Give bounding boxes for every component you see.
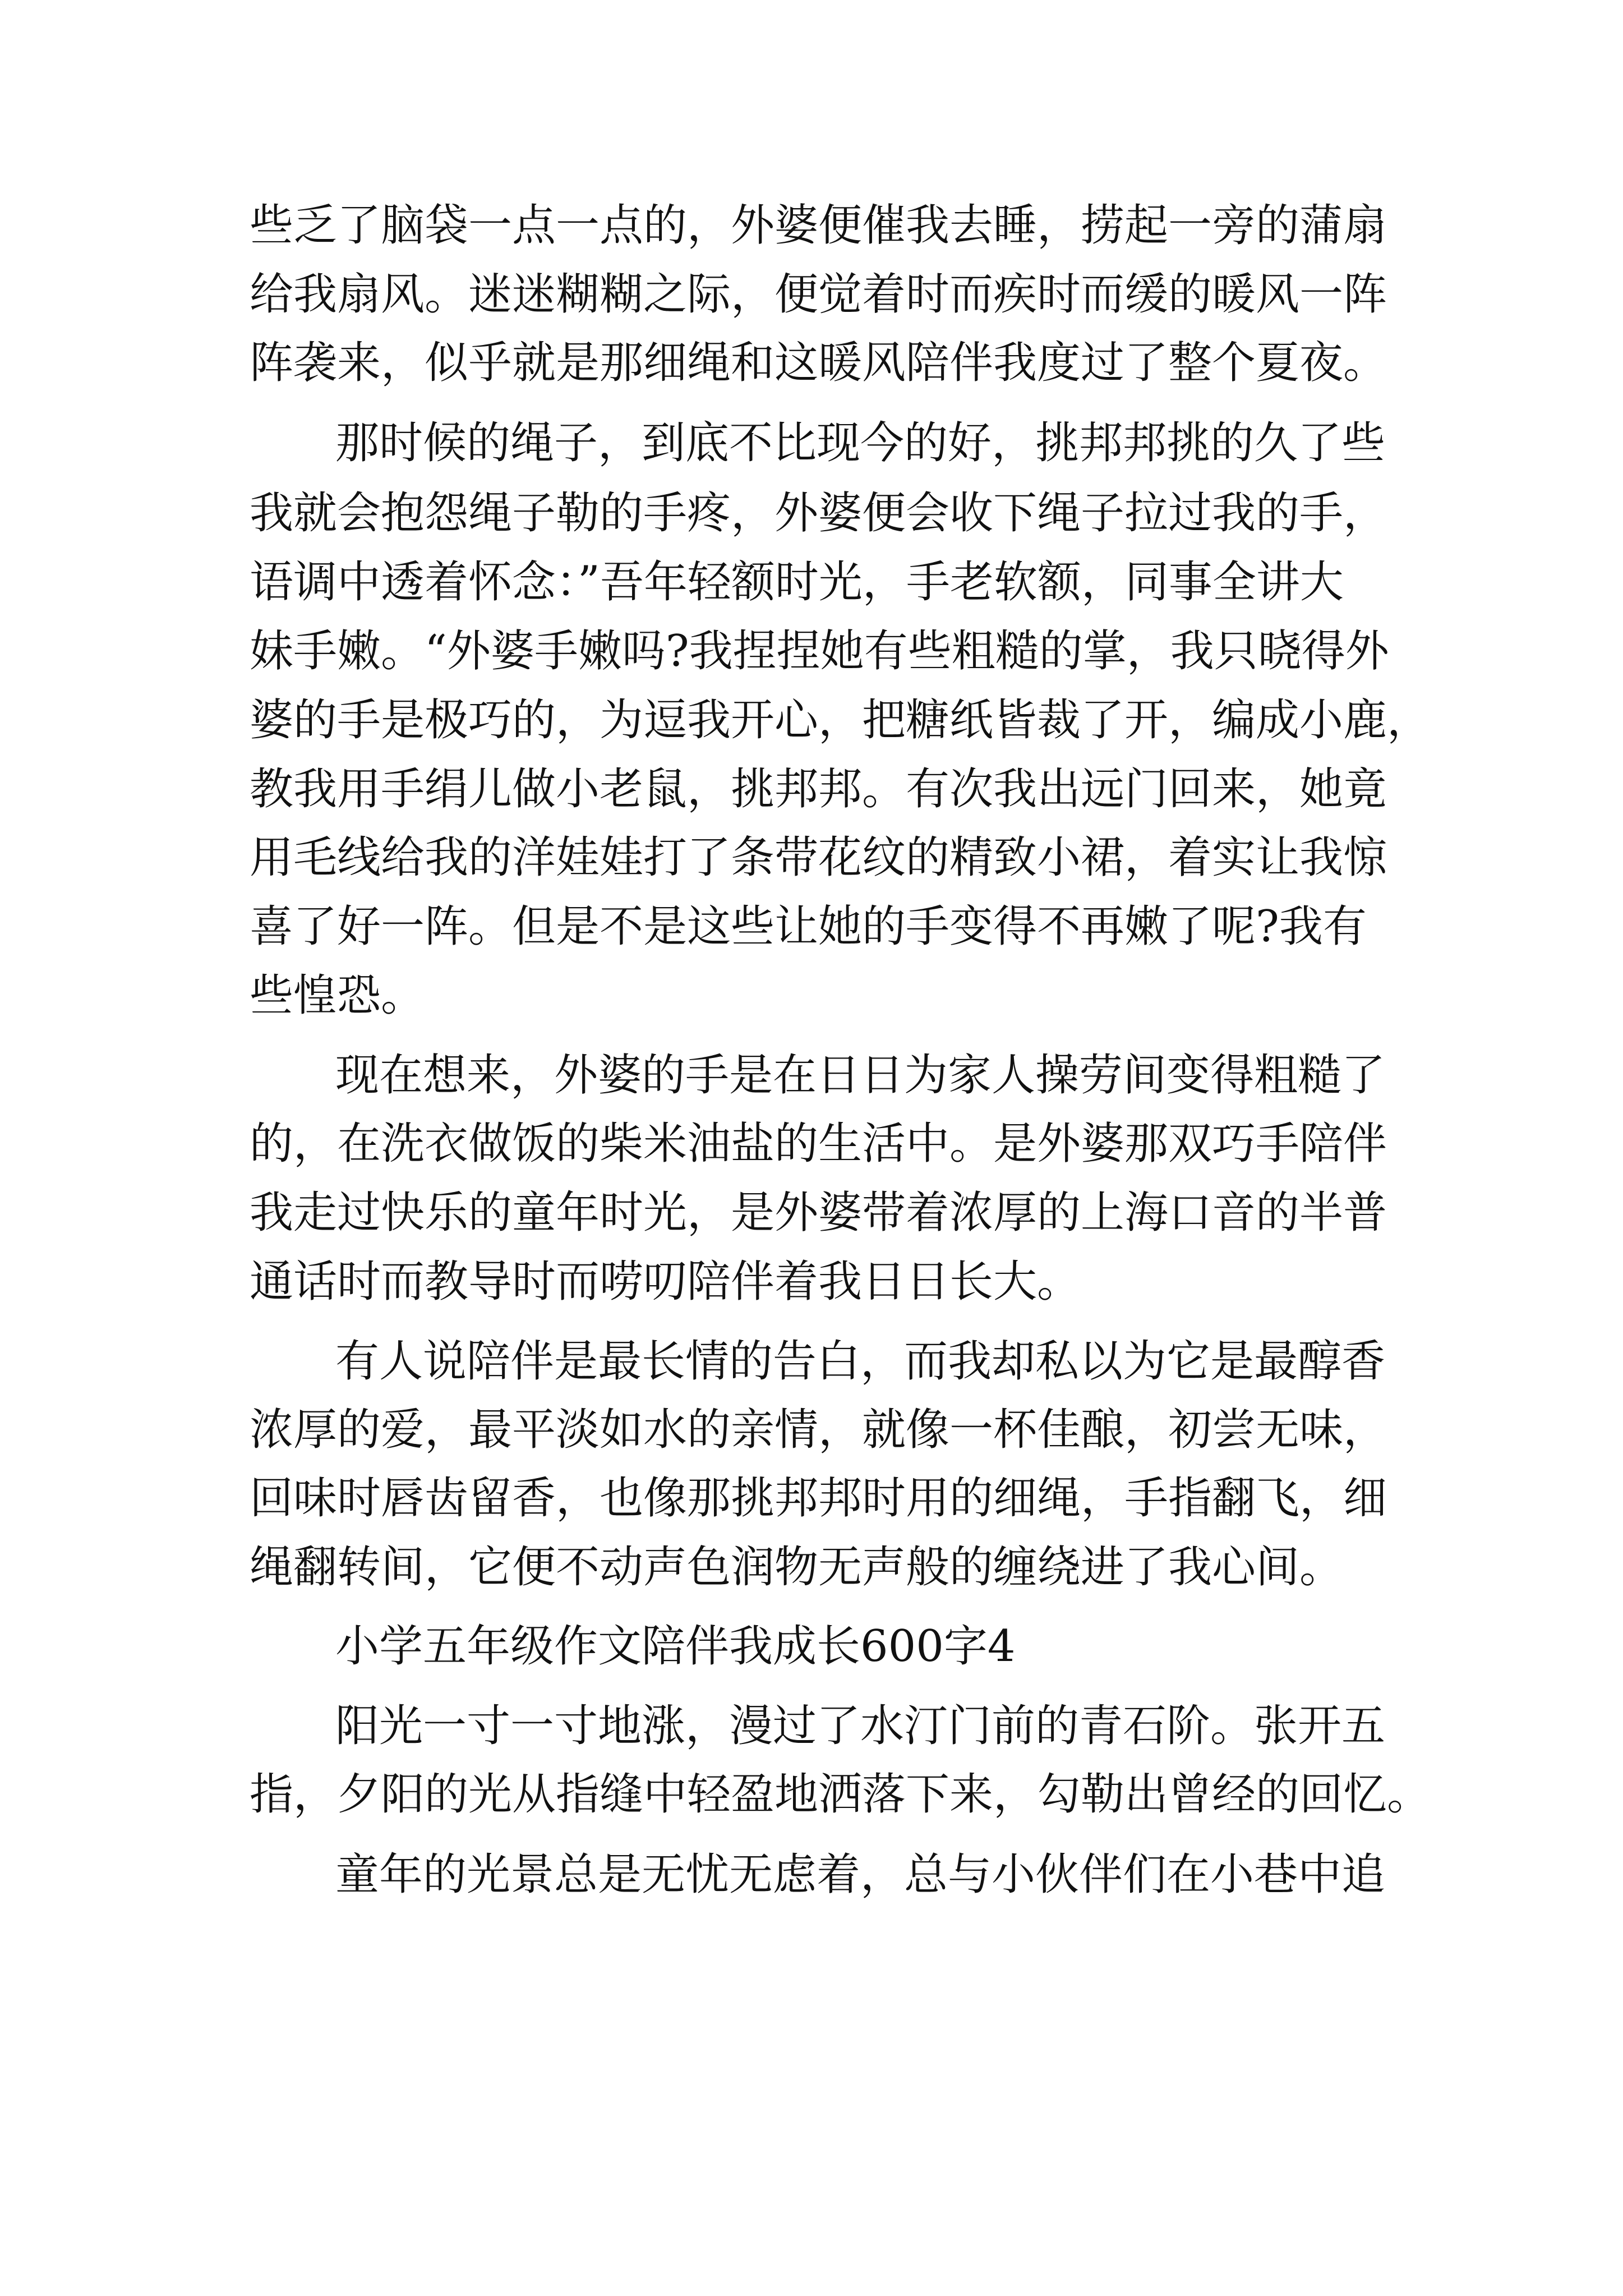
text-line: 指，夕阳的光从指缝中轻盈地洒落下来，勾勒出曾经的回忆。 [250,1769,1431,1820]
text-line: 阵袭来，似乎就是那细绳和这暖风陪伴我度过了整个夏夜。 [250,338,1387,388]
text-line: 喜了好一阵。但是不是这些让她的手变得不再嫩了呢?我有 [250,901,1367,952]
paragraph-start-line: 那时候的绳子，到底不比现今的好，挑邦邦挑的久了些 [335,418,1386,468]
text-line: 的，在洗衣做饭的柴米油盐的生活中。是外婆那双巧手陪伴 [250,1119,1387,1169]
text-line: 浓厚的爱，最平淡如水的亲情，就像一杯佳酿，初尝无味， [250,1405,1387,1455]
text-line: 给我扇风。迷迷糊糊之际，便觉着时而疾时而缓的暖风一阵 [250,269,1387,320]
paragraph-start-line: 阳光一寸一寸地涨，漫过了水汀门前的青石阶。张开五 [335,1701,1386,1751]
paragraph-start-line: 有人说陪伴是最长情的告白，而我却私以为它是最醇香 [335,1336,1386,1387]
text-line: 我走过快乐的童年时光，是外婆带着浓厚的上海口音的半普 [250,1188,1387,1238]
text-line: 语调中透着怀念：”吾年轻额时光，手老软额，同事全讲大 [250,557,1344,608]
text-line: 妹手嫩。“外婆手嫩吗?我捏捏她有些粗糙的掌，我只晓得外 [250,626,1389,677]
text-line: 用毛线给我的洋娃娃打了条带花纹的精致小裙，着实让我惊 [250,832,1387,883]
text-line: 婆的手是极巧的，为逗我开心，把糖纸皆裁了开，编成小鹿， [250,695,1431,746]
paragraph-start-line: 现在想来，外婆的手是在日日为家人操劳间变得粗糙了 [335,1050,1386,1101]
text-line: 些乏了脑袋一点一点的，外婆便催我去睡，捞起一旁的蒲扇 [250,200,1387,251]
text-line: 些惶恐。 [250,970,425,1021]
text-line: 我就会抱怨绳子勒的手疼，外婆便会收下绳子拉过我的手， [250,488,1387,539]
text-line: 回味时唇齿留香，也像那挑邦邦时用的细绳，手指翻飞，细 [250,1473,1387,1524]
text-line: 通话时而教导时而唠叨陪伴着我日日长大。 [250,1257,1081,1307]
paragraph-start-line: 童年的光景总是无忧无虑着，总与小伙伴们在小巷中追 [335,1849,1386,1900]
text-line: 教我用手绢儿做小老鼠，挑邦邦。有次我出远门回来，她竟 [250,764,1387,815]
section-heading: 小学五年级作文陪伴我成长600字4 [335,1621,1016,1672]
text-line: 绳翻转间，它便不动声色润物无声般的缠绕进了我心间。 [250,1542,1344,1593]
